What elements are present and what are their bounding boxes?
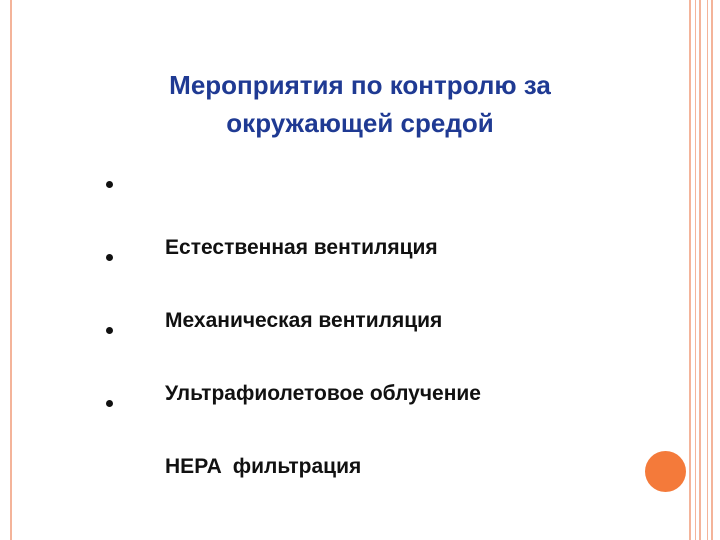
bullet-dot-icon	[106, 181, 113, 188]
slide-title	[80, 66, 640, 142]
bullet-text: Ультрафиолетовое облучение	[165, 382, 481, 405]
title-line-2: окружающей средой	[226, 108, 494, 138]
bullet-item-uv-irradiation	[104, 314, 664, 405]
right-stripe	[689, 0, 691, 540]
bullet-item-hepa-filtration	[104, 387, 664, 478]
bullet-dot-icon	[106, 400, 113, 407]
right-stripe	[711, 0, 713, 540]
bullet-list	[104, 168, 664, 478]
bullet-dot-icon	[106, 327, 113, 334]
bullet-dot-icon	[106, 254, 113, 261]
bullet-item-mechanical-ventilation	[104, 241, 664, 332]
right-stripe	[699, 0, 701, 540]
decorative-ring-icon	[641, 447, 688, 494]
bullet-text: Механическая вентиляция	[165, 309, 443, 332]
title-line-1: Мероприятия по контролю за	[169, 70, 551, 100]
bullet-item-natural-ventilation	[104, 168, 664, 259]
bullet-text: HEPA фильтрация	[165, 455, 362, 478]
right-stripe	[695, 0, 696, 540]
right-stripe	[707, 0, 708, 540]
bullet-text: Естественная вентиляция	[165, 236, 438, 259]
left-border-line	[10, 0, 12, 540]
